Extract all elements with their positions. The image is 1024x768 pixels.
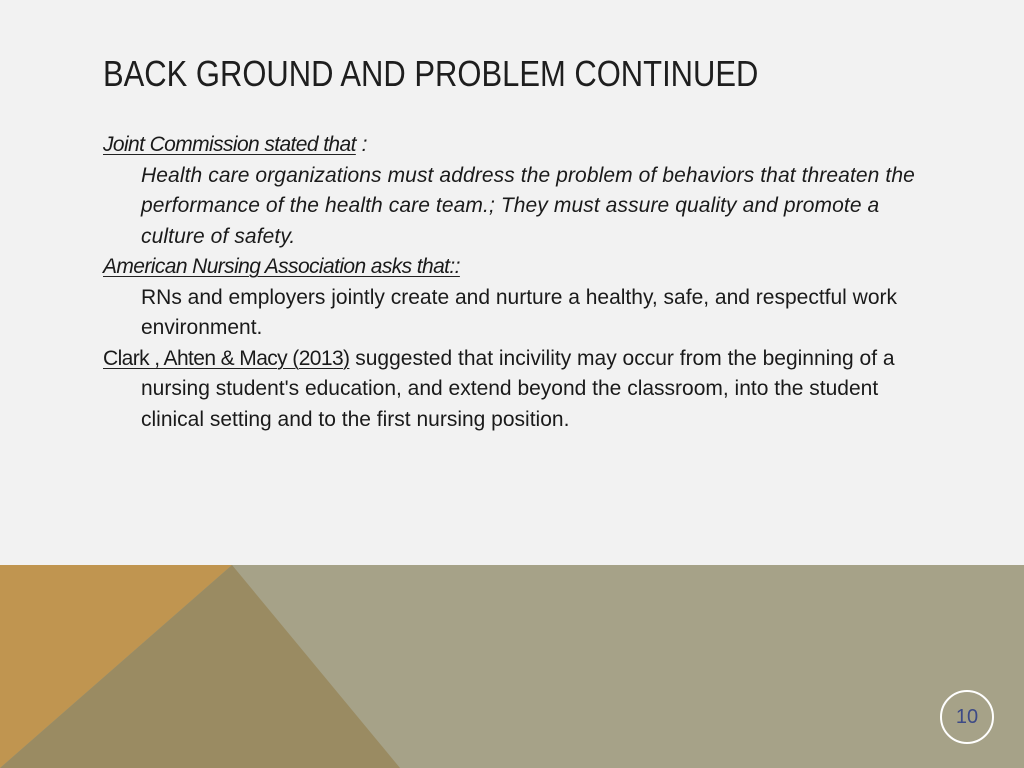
joint-commission-heading-suffix: : <box>355 133 368 156</box>
ana-heading-text: American Nursing Association asks that:: <box>103 255 460 278</box>
clark-citation: Clark , Ahten & Macy (2013) <box>103 346 350 370</box>
clark-paragraph <box>103 344 933 436</box>
clark-text: suggested that incivility may occur from the beginning of a nursing student's education, and extend beyond the classroom, into the student clinical setting and to the first nursing position. <box>141 346 895 431</box>
page-number-badge <box>940 690 994 744</box>
ana-text: RNs and employers jointly create and nurture a healthy, safe, and respectful work environment. <box>141 285 897 339</box>
decorative-footer-band <box>0 565 1024 768</box>
joint-commission-heading-text: Joint Commission stated that <box>103 133 356 156</box>
joint-commission-heading <box>103 130 933 161</box>
slide-title: BACK GROUND AND PROBLEM CONTINUED <box>103 53 759 94</box>
joint-commission-quote: Health care organizations must address the problem of behaviors that threaten the performance of the health care team.; They must assure quality and promote a culture of safety. <box>141 163 915 248</box>
slide-body <box>103 130 933 435</box>
ana-heading <box>103 252 933 283</box>
page-number: 10 <box>955 705 979 728</box>
